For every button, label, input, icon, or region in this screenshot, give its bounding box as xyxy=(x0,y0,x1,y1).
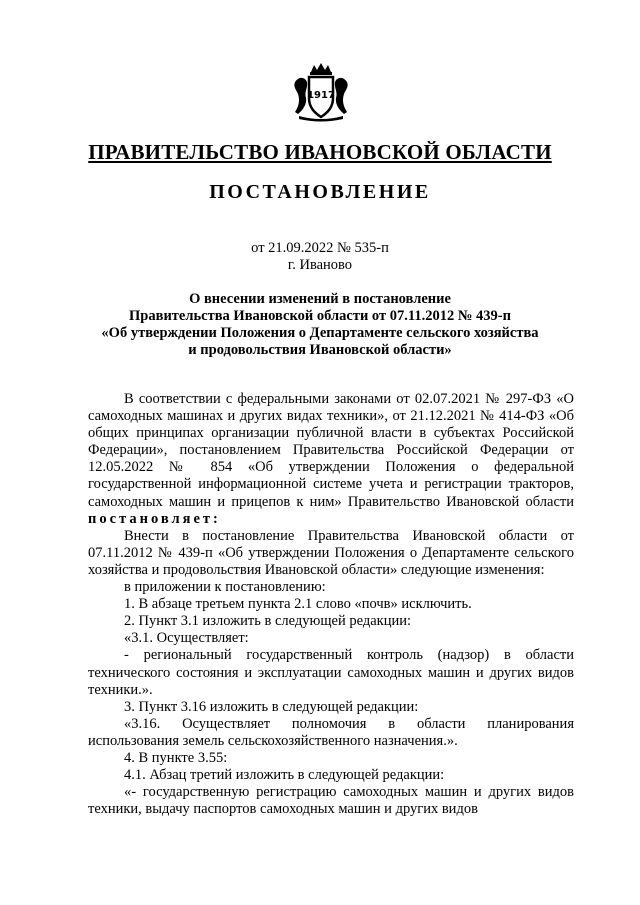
preamble-paragraph xyxy=(88,391,574,528)
title-line-3: «Об утверждении Положения о Департаменте сельского хозяйства xyxy=(101,325,539,341)
paragraph-1: Внести в постановление Правительства Ивановской области от 07.11.2012 № 439-п «Об утверждении Положения о Департаменте сельского хозяйства и продовольствия Ивановской области» следующие изменения: xyxy=(88,527,574,578)
paragraph-2: в приложении к постановлению: xyxy=(124,579,326,596)
date-number: от 21.09.2022 № 535-п xyxy=(251,240,389,256)
document-title xyxy=(0,291,640,359)
resolves-keyword: постановляет: xyxy=(88,510,221,527)
government-name: ПРАВИТЕЛЬСТВО ИВАНОВСКОЙ ОБЛАСТИ xyxy=(88,140,552,164)
coat-of-arms-icon xyxy=(291,62,351,122)
document-type: ПОСТАНОВЛЕНИЕ xyxy=(209,181,431,203)
paragraph-3: 1. В абзаце третьем пункта 2.1 слово «почв» исключить. xyxy=(124,596,472,613)
paragraph-8: «3.16. Осуществляет полномочия в области планирования использования земель сельскохозяйственного назначения.». xyxy=(88,715,574,749)
emblem-year: 1917 xyxy=(307,90,335,101)
paragraph-6: - региональный государственный контроль (надзор) в области технического состояния и эксплуатации самоходных машин и других видов техники.». xyxy=(88,647,574,698)
paragraph-9: 4. В пункте 3.55: xyxy=(124,749,228,766)
date-line xyxy=(0,240,640,274)
paragraph-7: 3. Пункт 3.16 изложить в следующей редакции: xyxy=(124,698,419,715)
document-body xyxy=(88,391,574,818)
paragraph-10: 4.1. Абзац третий изложить в следующей редакции: xyxy=(124,767,445,784)
title-line-1: О внесении изменений в постановление xyxy=(189,291,451,307)
title-line-4: и продовольствия Ивановской области» xyxy=(188,342,452,358)
city: г. Иваново xyxy=(287,257,353,273)
preamble-text: В соответствии с федеральными законами от 02.07.2021 № 297-ФЗ «О самоходных машинах и других видах техники», от 21.12.2021 № 414-ФЗ «Об общих принципах организации публичной власти в субъектах Российской Федерации», постановлением Правительства Российской Федерации от 12.05.2022 № 854 «Об утверждении Положения о федеральной государственной информационной системе учета и регистрации тракторов, самоходных машин и прицепов к ним» Правительство Ивановской области xyxy=(88,391,574,510)
paragraph-11: «- государственную регистрацию самоходных машин и других видов техники, выдачу паспортов самоходных машин и других видов xyxy=(88,784,574,818)
title-line-2: Правительства Ивановской области от 07.11.2012 № 439-п xyxy=(129,308,511,324)
paragraph-4: 2. Пункт 3.1 изложить в следующей редакции: xyxy=(124,613,412,630)
paragraph-5: «3.1. Осуществляет: xyxy=(124,630,249,647)
